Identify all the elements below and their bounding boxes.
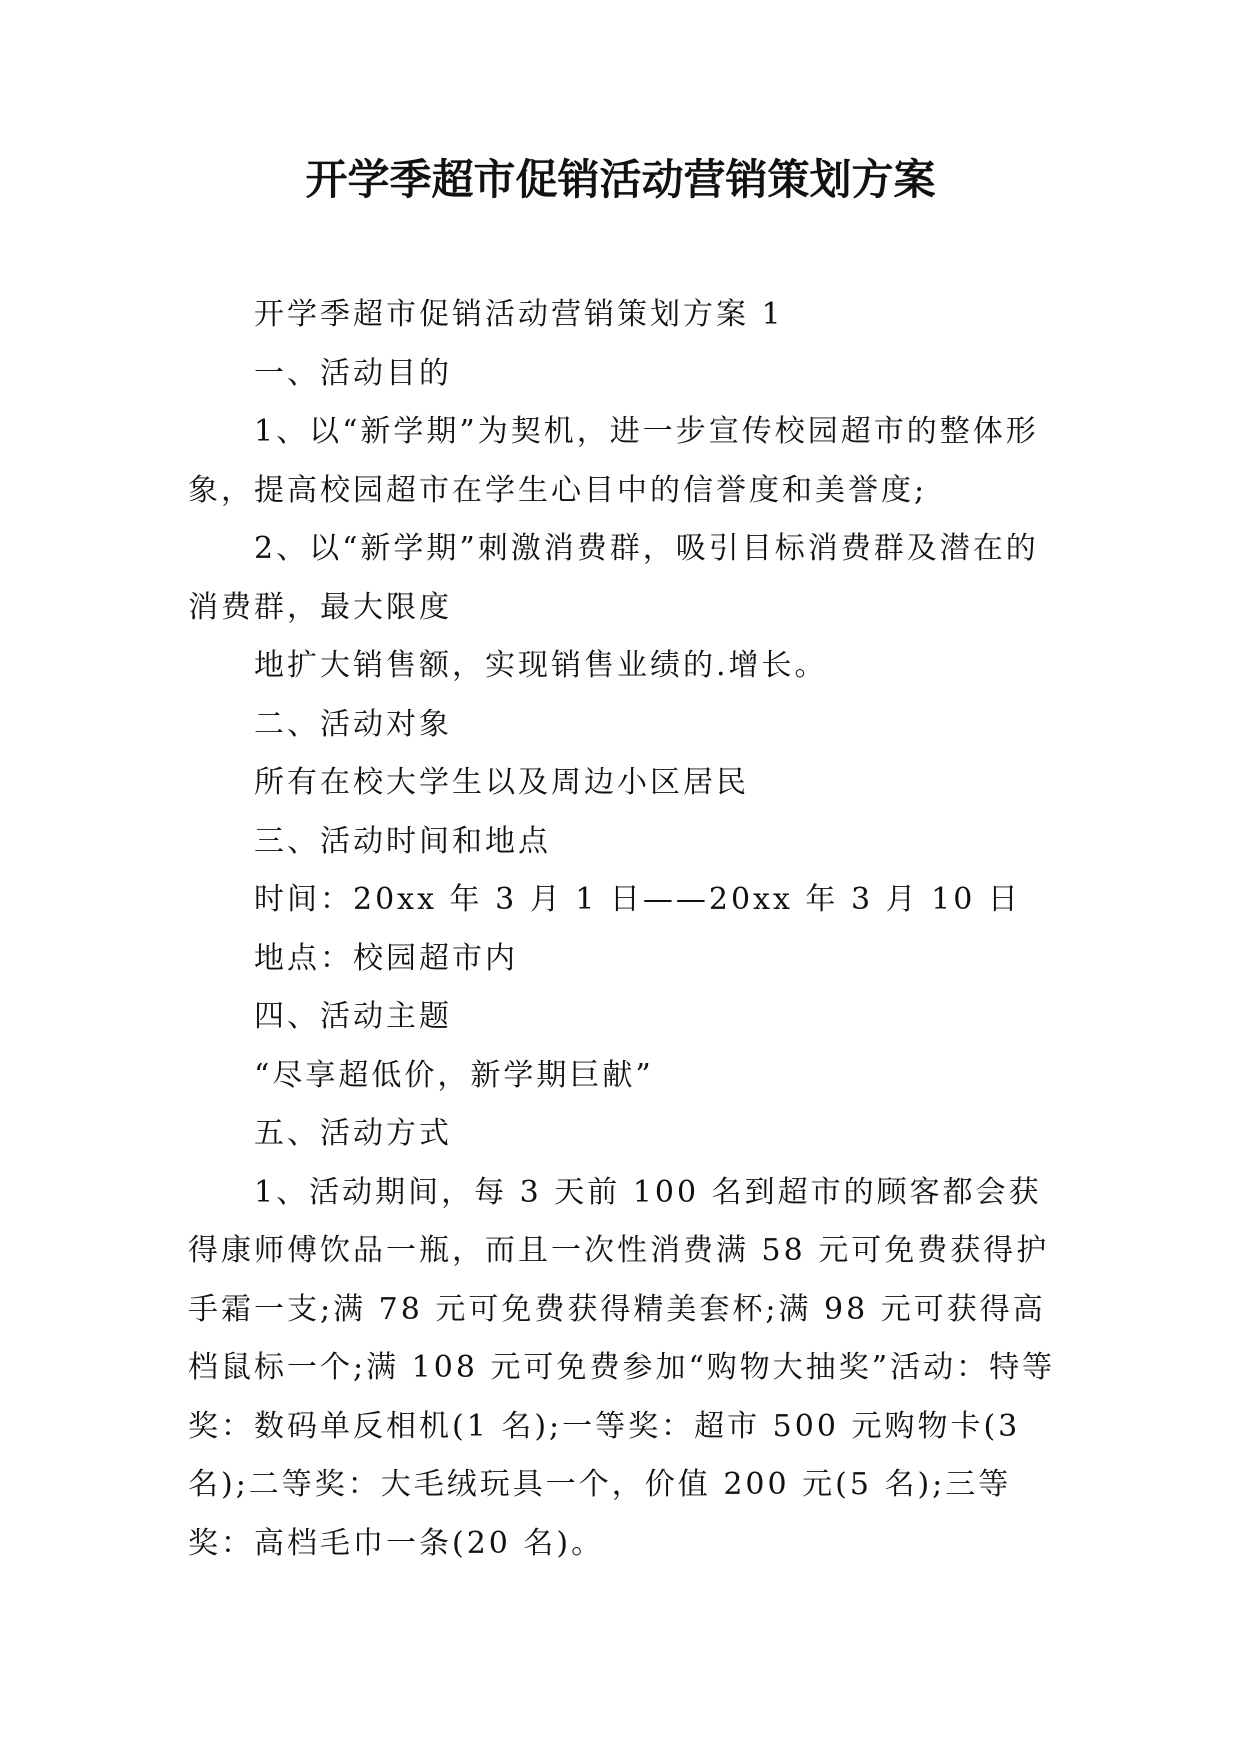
document-body bbox=[188, 286, 1056, 1573]
heading-section-2: 二、活动对象 bbox=[254, 706, 452, 742]
paragraph: 地扩大销售额，实现销售业绩的.增长。 bbox=[254, 648, 828, 683]
paragraph: 所有在校大学生以及周边小区居民 bbox=[254, 765, 749, 800]
paragraph-time: 时间：20xx 年 3 月 1 日——20xx 年 3 月 10 日 bbox=[254, 882, 1021, 917]
paragraph-theme: “尽享超低价，新学期巨献” bbox=[254, 1057, 654, 1093]
paragraph: 1、活动期间，每 3 天前 100 名到超市的顾客都会获得康师傅饮品一瓶，而且一次性消费满 58 元可免费获得护手霜一支;满 78 元可免费获得精美套杯;满 98 元可获得高档鼠标一个;满 108 元可免费参加“购物大抽奖”活动：特等奖：数码单反相机(1 名);一等奖：超市 500 元购物卡(3 名);二等奖：大毛绒玩具一个，价值 200 元(5 名);三等奖：高档毛巾一条(20 名)。 bbox=[188, 1174, 1056, 1561]
paragraph: 1、以“新学期”为契机，进一步宣传校园超市的整体形象，提高校园超市在学生心目中的信誉度和美誉度; bbox=[188, 414, 1039, 508]
paragraph-location: 地点：校园超市内 bbox=[254, 940, 518, 976]
document-title: 开学季超市促销活动营销策划方案 bbox=[305, 155, 936, 204]
heading-section-5: 五、活动方式 bbox=[254, 1116, 452, 1151]
heading-section-3: 三、活动时间和地点 bbox=[254, 823, 551, 859]
paragraph-subtitle: 开学季超市促销活动营销策划方案 1 bbox=[254, 297, 784, 332]
heading-section-1: 一、活动目的 bbox=[254, 355, 452, 391]
paragraph: 2、以“新学期”刺激消费群，吸引目标消费群及潜在的消费群，最大限度 bbox=[188, 531, 1039, 625]
heading-section-4: 四、活动主题 bbox=[254, 999, 452, 1034]
